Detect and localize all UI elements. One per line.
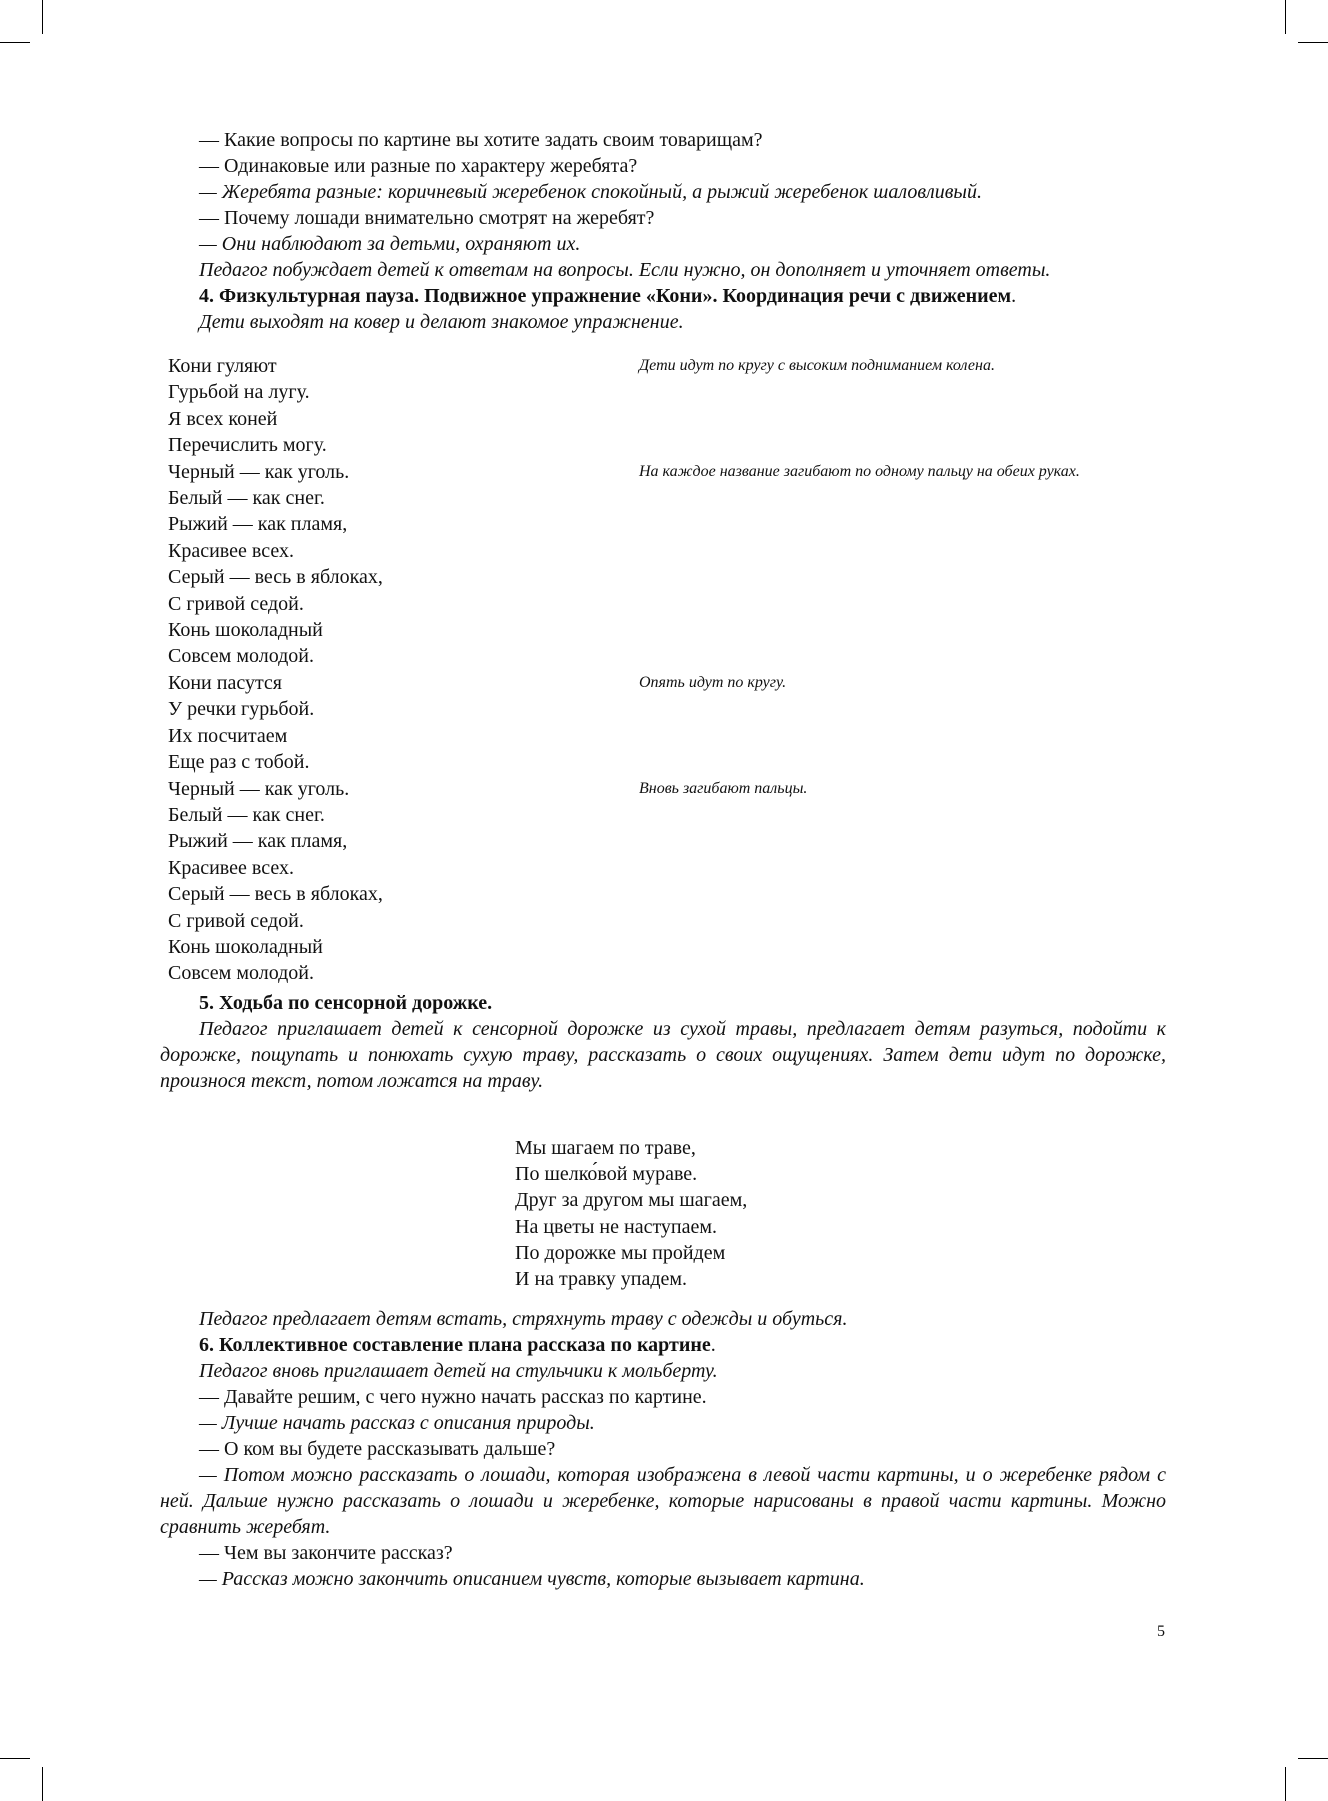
dialogue-line: — Почему лошади внимательно смотрят на жеребят? [199, 207, 655, 229]
instruction-line: Педагог предлагает детям встать, стряхнуть траву с одежды и обуться. [199, 1308, 848, 1330]
dialogue-line: — Рассказ можно закончить описанием чувств, которые вызывает картина. [199, 1568, 865, 1590]
poem-line: Конь шоколадный [168, 935, 323, 958]
page-number: 5 [1157, 1623, 1165, 1640]
poem-line: Серый — весь в яблоках, [168, 883, 383, 906]
dialogue-line: Педагог побуждает детей к ответам на вопросы. Если нужно, он дополняет и уточняет ответы. [199, 259, 1051, 281]
poem-line: Совсем молодой. [168, 645, 314, 668]
dialogue-line: — Одинаковые или разные по характеру жеребята? [199, 155, 638, 177]
poem-line: Мы шагаем по траве, [515, 1137, 696, 1159]
poem-line: Белый — как снег. [168, 487, 325, 510]
crop-mark [42, 1767, 43, 1801]
poem-line: Друг за другом мы шагаем, [515, 1189, 748, 1212]
poem-line: Красивее всех. [168, 856, 294, 879]
crop-mark [0, 42, 30, 43]
poem-line: С гривой седой. [168, 592, 304, 615]
poem-line: Еще раз с тобой. [168, 751, 310, 774]
poem-line: Их посчитаем [168, 724, 288, 747]
dialogue-line: — Потом можно рассказать о лошади, которая изображена в левой части картины, и о жеребенке рядом с ней. Дальше нужно рассказать о лошади и жеребенке, которые нарисованы в правой части картины. Можно сравнить жеребят. [160, 1464, 1166, 1538]
crop-mark [1285, 0, 1286, 34]
section-5-text: Педагог приглашает детей к сенсорной дорожке из сухой травы, предлагает детям разуться, подойти к дорожке, пощупать и понюхать сухую траву, рассказать о своих ощущениях. Затем дети идут по дорожке, произнося текст, потом ложатся на траву. [160, 1018, 1166, 1092]
poem-grass [515, 1135, 747, 1292]
crop-mark [1298, 1758, 1328, 1759]
crop-mark [1285, 1767, 1286, 1801]
poem-line: Серый — весь в яблоках, [168, 566, 383, 589]
dialogue-line: — Какие вопросы по картине вы хотите задать своим товарищам? [199, 129, 763, 151]
section-6-intro: Педагог вновь приглашает детей на стульчики к мольберту. [199, 1360, 718, 1382]
crop-mark [42, 0, 43, 34]
section-4-title: 4. Физкультурная пауза. Подвижное упражнение «Кони». Координация речи с движением [199, 285, 1012, 307]
poem-line: Красивее всех. [168, 539, 294, 562]
movement-note: Вновь загибают пальцы. [639, 780, 808, 797]
poem-line: С гривой седой. [168, 909, 304, 932]
poem-line: Черный — как уголь. [168, 777, 350, 800]
poem-line: Перечислить могу. [168, 434, 327, 457]
movement-note: Дети идут по кругу с высоким подниманием колена. [639, 357, 995, 374]
poem-line: По дорожке мы пройдем [515, 1241, 726, 1264]
poem-line: У речки гурьбой. [168, 698, 315, 721]
poem-line: Черный — как уголь. [168, 460, 350, 483]
poem-line: Кони гуляют [168, 355, 277, 377]
dialogue-line: — Они наблюдают за детьми, охраняют их. [199, 233, 581, 255]
dialogue-line: — Давайте решим, с чего нужно начать рассказ по картине. [199, 1386, 707, 1408]
poem-line: Совсем молодой. [168, 962, 314, 985]
dialogue-line: — О ком вы будете рассказывать дальше? [199, 1438, 556, 1460]
poem-line: Рыжий — как пламя, [168, 830, 348, 853]
poem-line: На цветы не наступаем. [515, 1215, 718, 1238]
crop-mark [1298, 42, 1328, 43]
section-6-title: 6. Коллективное составление плана рассказа по картине [199, 1334, 711, 1356]
section-6-heading [160, 1332, 1160, 1358]
section-6-title-end: . [710, 1334, 716, 1356]
poem-line: Кони пасутся [168, 671, 283, 694]
poem-line: И на травку упадем. [515, 1268, 688, 1291]
poem-line: Конь шоколадный [168, 619, 323, 642]
section-4-heading [160, 283, 1160, 309]
poem-line: По шелко́вой мураве. [515, 1163, 698, 1186]
poem-line: Белый — как снег. [168, 803, 325, 826]
dialogue-line: — Лучше начать рассказ с описания природы. [199, 1412, 595, 1434]
dialogue-line: — Жеребята разные: коричневый жеребенок спокойный, а рыжий жеребенок шаловливый. [199, 181, 982, 203]
movement-note: Опять идут по кругу. [639, 674, 787, 691]
poem-line: Я всех коней [168, 407, 278, 430]
section-4-intro: Дети выходят на ковер и делают знакомое упражнение. [199, 311, 684, 333]
poem-horses [168, 353, 383, 987]
poem-line: Рыжий — как пламя, [168, 513, 348, 536]
section-4-title-end: . [1011, 285, 1017, 307]
poem-line: Гурьбой на лугу. [168, 381, 310, 404]
crop-mark [0, 1758, 30, 1759]
movement-note: На каждое название загибают по одному пальцу на обеих руках. [639, 463, 1080, 480]
dialogue-line: — Чем вы закончите рассказ? [199, 1542, 453, 1564]
section-5-title: 5. Ходьба по сенсорной дорожке. [199, 992, 493, 1014]
